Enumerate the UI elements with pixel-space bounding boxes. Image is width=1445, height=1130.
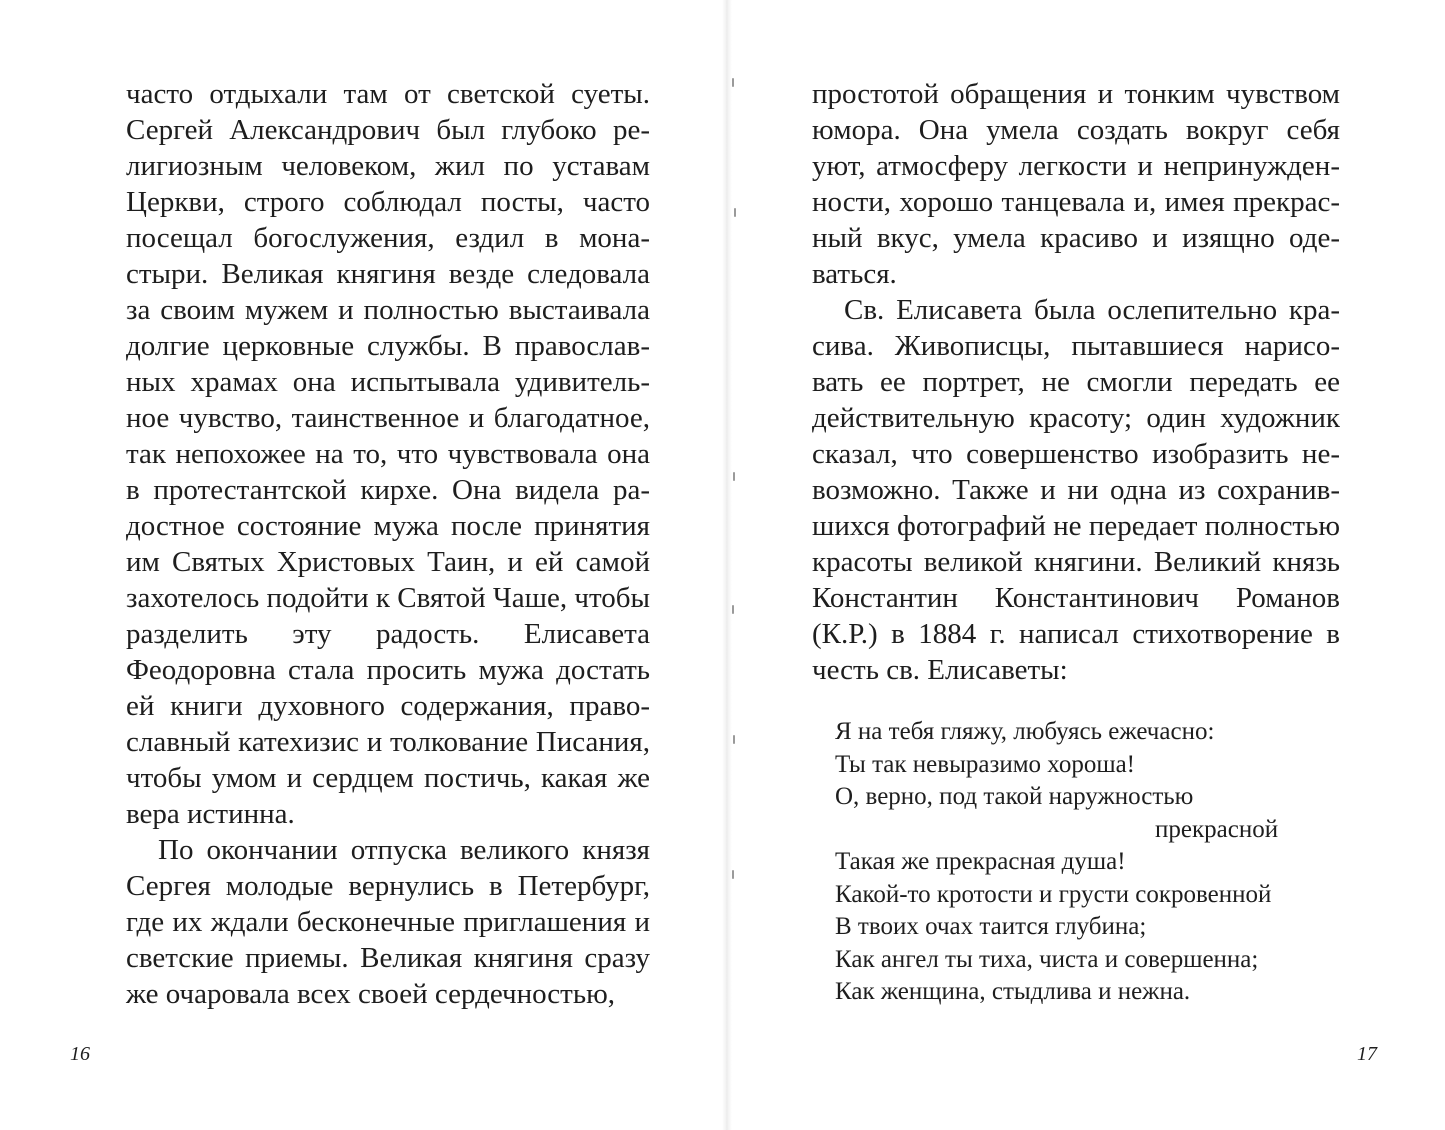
poem-line: Я на тебя гляжу, любуясь ежечасно:	[835, 718, 1215, 745]
poem	[835, 716, 1355, 1009]
scan-speck	[733, 735, 735, 744]
right-page	[732, 0, 1445, 1130]
scan-speck	[733, 472, 735, 481]
poem-line: Ты так невыразимо хороша!	[835, 750, 1136, 778]
poem-line: Такая же прекрасная душа!	[835, 848, 1126, 875]
poem-line: Какой-то кротости и грусти сокровенной	[835, 880, 1272, 908]
poem-line: В твоих очах таится глубина;	[835, 913, 1147, 940]
left-page	[0, 0, 722, 1130]
left-page-body	[126, 76, 650, 1012]
scan-speck	[732, 78, 734, 87]
book-gutter	[722, 0, 732, 1130]
right-page-number: 17	[1357, 1043, 1377, 1065]
right-page-body	[812, 76, 1340, 688]
right-paragraph-2: Св. Елисавета была ослепительно красива. Живописцы, пытавшиеся нарисовать ее портрет, не смогли передать ее действительную красоту; один художник сказал, что совершенство изобразить невозможно. Также и ни одна из сохранившихся фотографий не передает полностью красоты великой княгини. Великий князь Константин Константинович Романов (К.Р.) в 1884 г. написал стихотворение в честь св. Елисаветы:	[812, 294, 1340, 686]
poem-line: О, верно, под такой наружностью	[835, 783, 1194, 810]
poem-line: Как ангел ты тиха, чиста и совершенна;	[835, 945, 1259, 973]
poem-line-continuation: прекрасной	[1155, 815, 1279, 843]
scan-speck	[732, 870, 734, 879]
scan-speck	[734, 208, 736, 217]
left-page-number: 16	[70, 1043, 90, 1065]
scan-speck	[732, 605, 734, 614]
left-paragraph-2: По окончании отпуска великого князя Сергея молодые вернулись в Петербург, где их ждали бесконечные приглашения и светские приемы. Великая княгиня сразу же очаровала всех своей сердечностью,	[126, 834, 650, 1010]
left-paragraph-1: часто отдыхали там от светской суеты. Сергей Александрович был глубоко религиозным человеком, жил по уставам Церкви, строго соблюдал посты, часто посещал богослужения, ездил в монастыри. Великая княгиня везде следовала за своим мужем и полностью выстаивала долгие церковные службы. В православных храмах она испытывала удивительное чувство, таинственное и благодатное, так непохожее на то, что чувствовала она в протестантской кирхе. Она видела радостное состояние мужа после принятия им Святых Христовых Таин, и ей самой захотелось подойти к Святой Чаше, чтобы разделить эту радость. Елисавета Феодоровна стала просить мужа достать ей книги духовного содержания, православный катехизис и толкование Писания, чтобы умом и сердцем постичь, какая же вера истинна.	[126, 78, 650, 830]
poem-line: Как женщина, стыдлива и нежна.	[835, 978, 1191, 1005]
right-paragraph-1: простотой обращения и тонким чувством юмора. Она умела создать вокруг себя уют, атмосферу легкости и непринужденности, хорошо танцевала и, имея прекрасный вкус, умела красиво и изящно одеваться.	[812, 78, 1340, 290]
